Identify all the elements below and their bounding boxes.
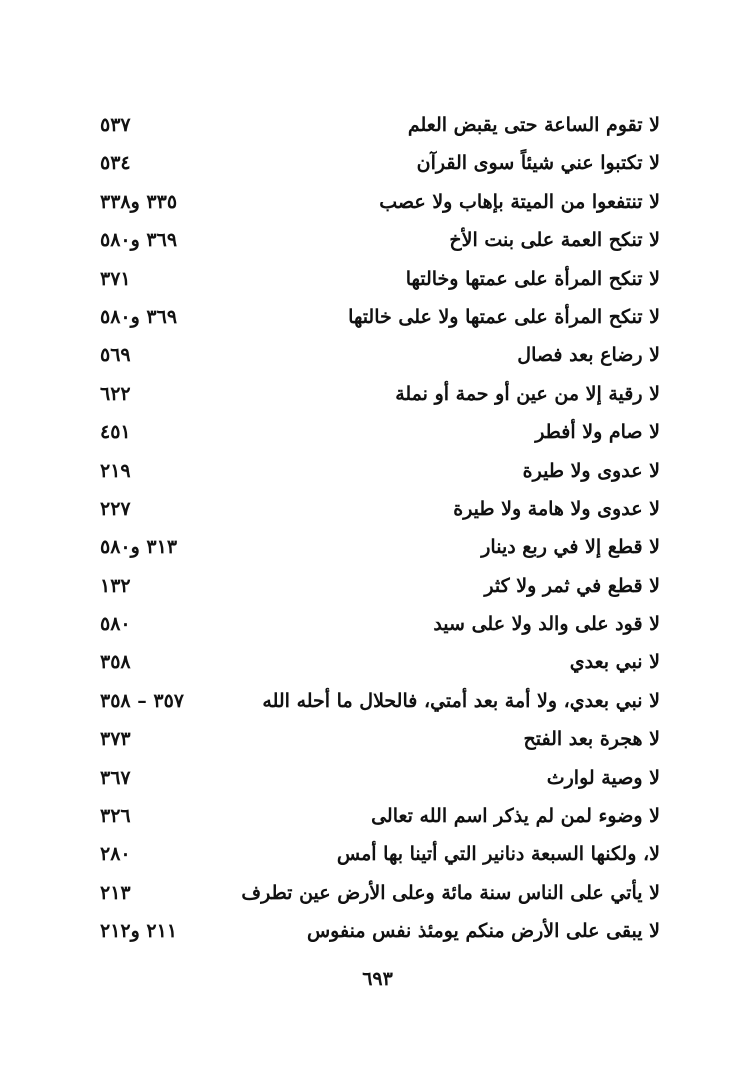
entry-page-ref: ٥٣٤ bbox=[100, 152, 131, 175]
entry-text: لا وضوء لمن لم يذكر اسم الله تعالى bbox=[371, 805, 660, 828]
index-entry bbox=[100, 534, 660, 572]
index-entry bbox=[100, 112, 660, 150]
entry-text: لا تنكح المرأة على عمتها وخالتها bbox=[405, 267, 660, 290]
index-entry bbox=[100, 765, 660, 803]
index-entry bbox=[100, 573, 660, 611]
index-entries bbox=[100, 112, 660, 957]
index-entry bbox=[100, 458, 660, 496]
entry-text: لا يأتي على الناس سنة مائة وعلى الأرض عين تطرف bbox=[241, 881, 660, 904]
entry-page-ref: ٥٣٧ bbox=[100, 114, 131, 136]
index-entry bbox=[100, 918, 660, 956]
entry-page-ref: ٣٥٧ – ٣٥٨ bbox=[100, 689, 184, 712]
entry-text: لا تنتفعوا من الميتة بإهاب ولا عصب bbox=[379, 190, 660, 213]
entry-page-ref: ٣٢٦ bbox=[100, 805, 131, 828]
index-entry bbox=[100, 726, 660, 764]
index-entry bbox=[100, 611, 660, 649]
page-number: ٦٩٣ bbox=[362, 968, 393, 990]
index-entry bbox=[100, 841, 660, 879]
index-entry bbox=[100, 649, 660, 687]
entry-page-ref: ٢١٩ bbox=[100, 459, 131, 482]
index-entry bbox=[100, 880, 660, 918]
index-entry bbox=[100, 419, 660, 457]
entry-text: لا تكتبوا عني شيئاً سوى القرآن bbox=[416, 152, 660, 175]
entry-text: لا رقية إلا من عين أو حمة أو نملة bbox=[395, 382, 660, 405]
entry-page-ref: ٣٦٩ و٥٨٠ bbox=[100, 305, 178, 328]
entry-text: لا نبي بعدي، ولا أمة بعد أمتي، فالحلال ما أحله الله bbox=[262, 689, 660, 712]
entry-text: لا وصية لوارث bbox=[546, 766, 660, 789]
index-entry bbox=[100, 496, 660, 534]
entry-page-ref: ٣٦٧ bbox=[100, 766, 131, 789]
entry-text: لا تقوم الساعة حتى يقبض العلم bbox=[407, 114, 660, 136]
entry-text: لا نبي بعدي bbox=[569, 651, 660, 674]
entry-text: لا تنكح المرأة على عمتها ولا على خالتها bbox=[348, 305, 660, 328]
entry-text: لا تنكح العمة على بنت الأخ bbox=[449, 229, 660, 252]
entry-page-ref: ٣٦٩ و٥٨٠ bbox=[100, 229, 178, 252]
entry-page-ref: ٥٦٩ bbox=[100, 344, 131, 367]
entry-page-ref: ١٣٢ bbox=[100, 574, 131, 597]
entry-text: لا هجرة بعد الفتح bbox=[523, 728, 660, 751]
entry-page-ref: ٢١٣ bbox=[100, 881, 131, 904]
entry-text: لا عدوى ولا هامة ولا طيرة bbox=[453, 497, 660, 520]
entry-page-ref: ٢٨٠ bbox=[100, 843, 131, 866]
entry-text: لا، ولكنها السبعة دنانير التي أتينا بها أمس bbox=[336, 843, 660, 866]
entry-page-ref: ٦٢٢ bbox=[100, 382, 131, 405]
entry-page-ref: ٣٥٨ bbox=[100, 651, 131, 674]
entry-page-ref: ٢٢٧ bbox=[100, 497, 131, 520]
index-entry bbox=[100, 688, 660, 726]
entry-text: لا قطع إلا في ربع دينار bbox=[481, 536, 660, 559]
index-entry bbox=[100, 227, 660, 265]
index-entry bbox=[100, 150, 660, 188]
entry-text: لا قطع في ثمر ولا كثر bbox=[484, 574, 660, 597]
entry-text: لا عدوى ولا طيرة bbox=[522, 459, 660, 482]
entry-page-ref: ٣١٣ و٥٨٠ bbox=[100, 536, 178, 559]
entry-page-ref: ٥٨٠ bbox=[100, 613, 131, 636]
entry-page-ref: ٢١١ و٢١٢ bbox=[100, 920, 178, 943]
entry-page-ref: ٣٧١ bbox=[100, 267, 131, 290]
index-entry bbox=[100, 803, 660, 841]
entry-text: لا رضاع بعد فصال bbox=[517, 344, 660, 367]
index-entry bbox=[100, 342, 660, 380]
entry-page-ref: ٣٧٣ bbox=[100, 728, 131, 751]
entry-page-ref: ٤٥١ bbox=[100, 421, 131, 444]
entry-text: لا قود على والد ولا على سيد bbox=[433, 613, 660, 636]
entry-text: لا يبقى على الأرض منكم يومئذ نفس منفوس bbox=[306, 920, 660, 943]
index-entry bbox=[100, 189, 660, 227]
entry-page-ref: ٣٣٥ و٣٣٨ bbox=[100, 190, 178, 213]
entry-text: لا صام ولا أفطر bbox=[535, 421, 660, 444]
index-entry bbox=[100, 266, 660, 304]
index-entry bbox=[100, 381, 660, 419]
index-entry bbox=[100, 304, 660, 342]
